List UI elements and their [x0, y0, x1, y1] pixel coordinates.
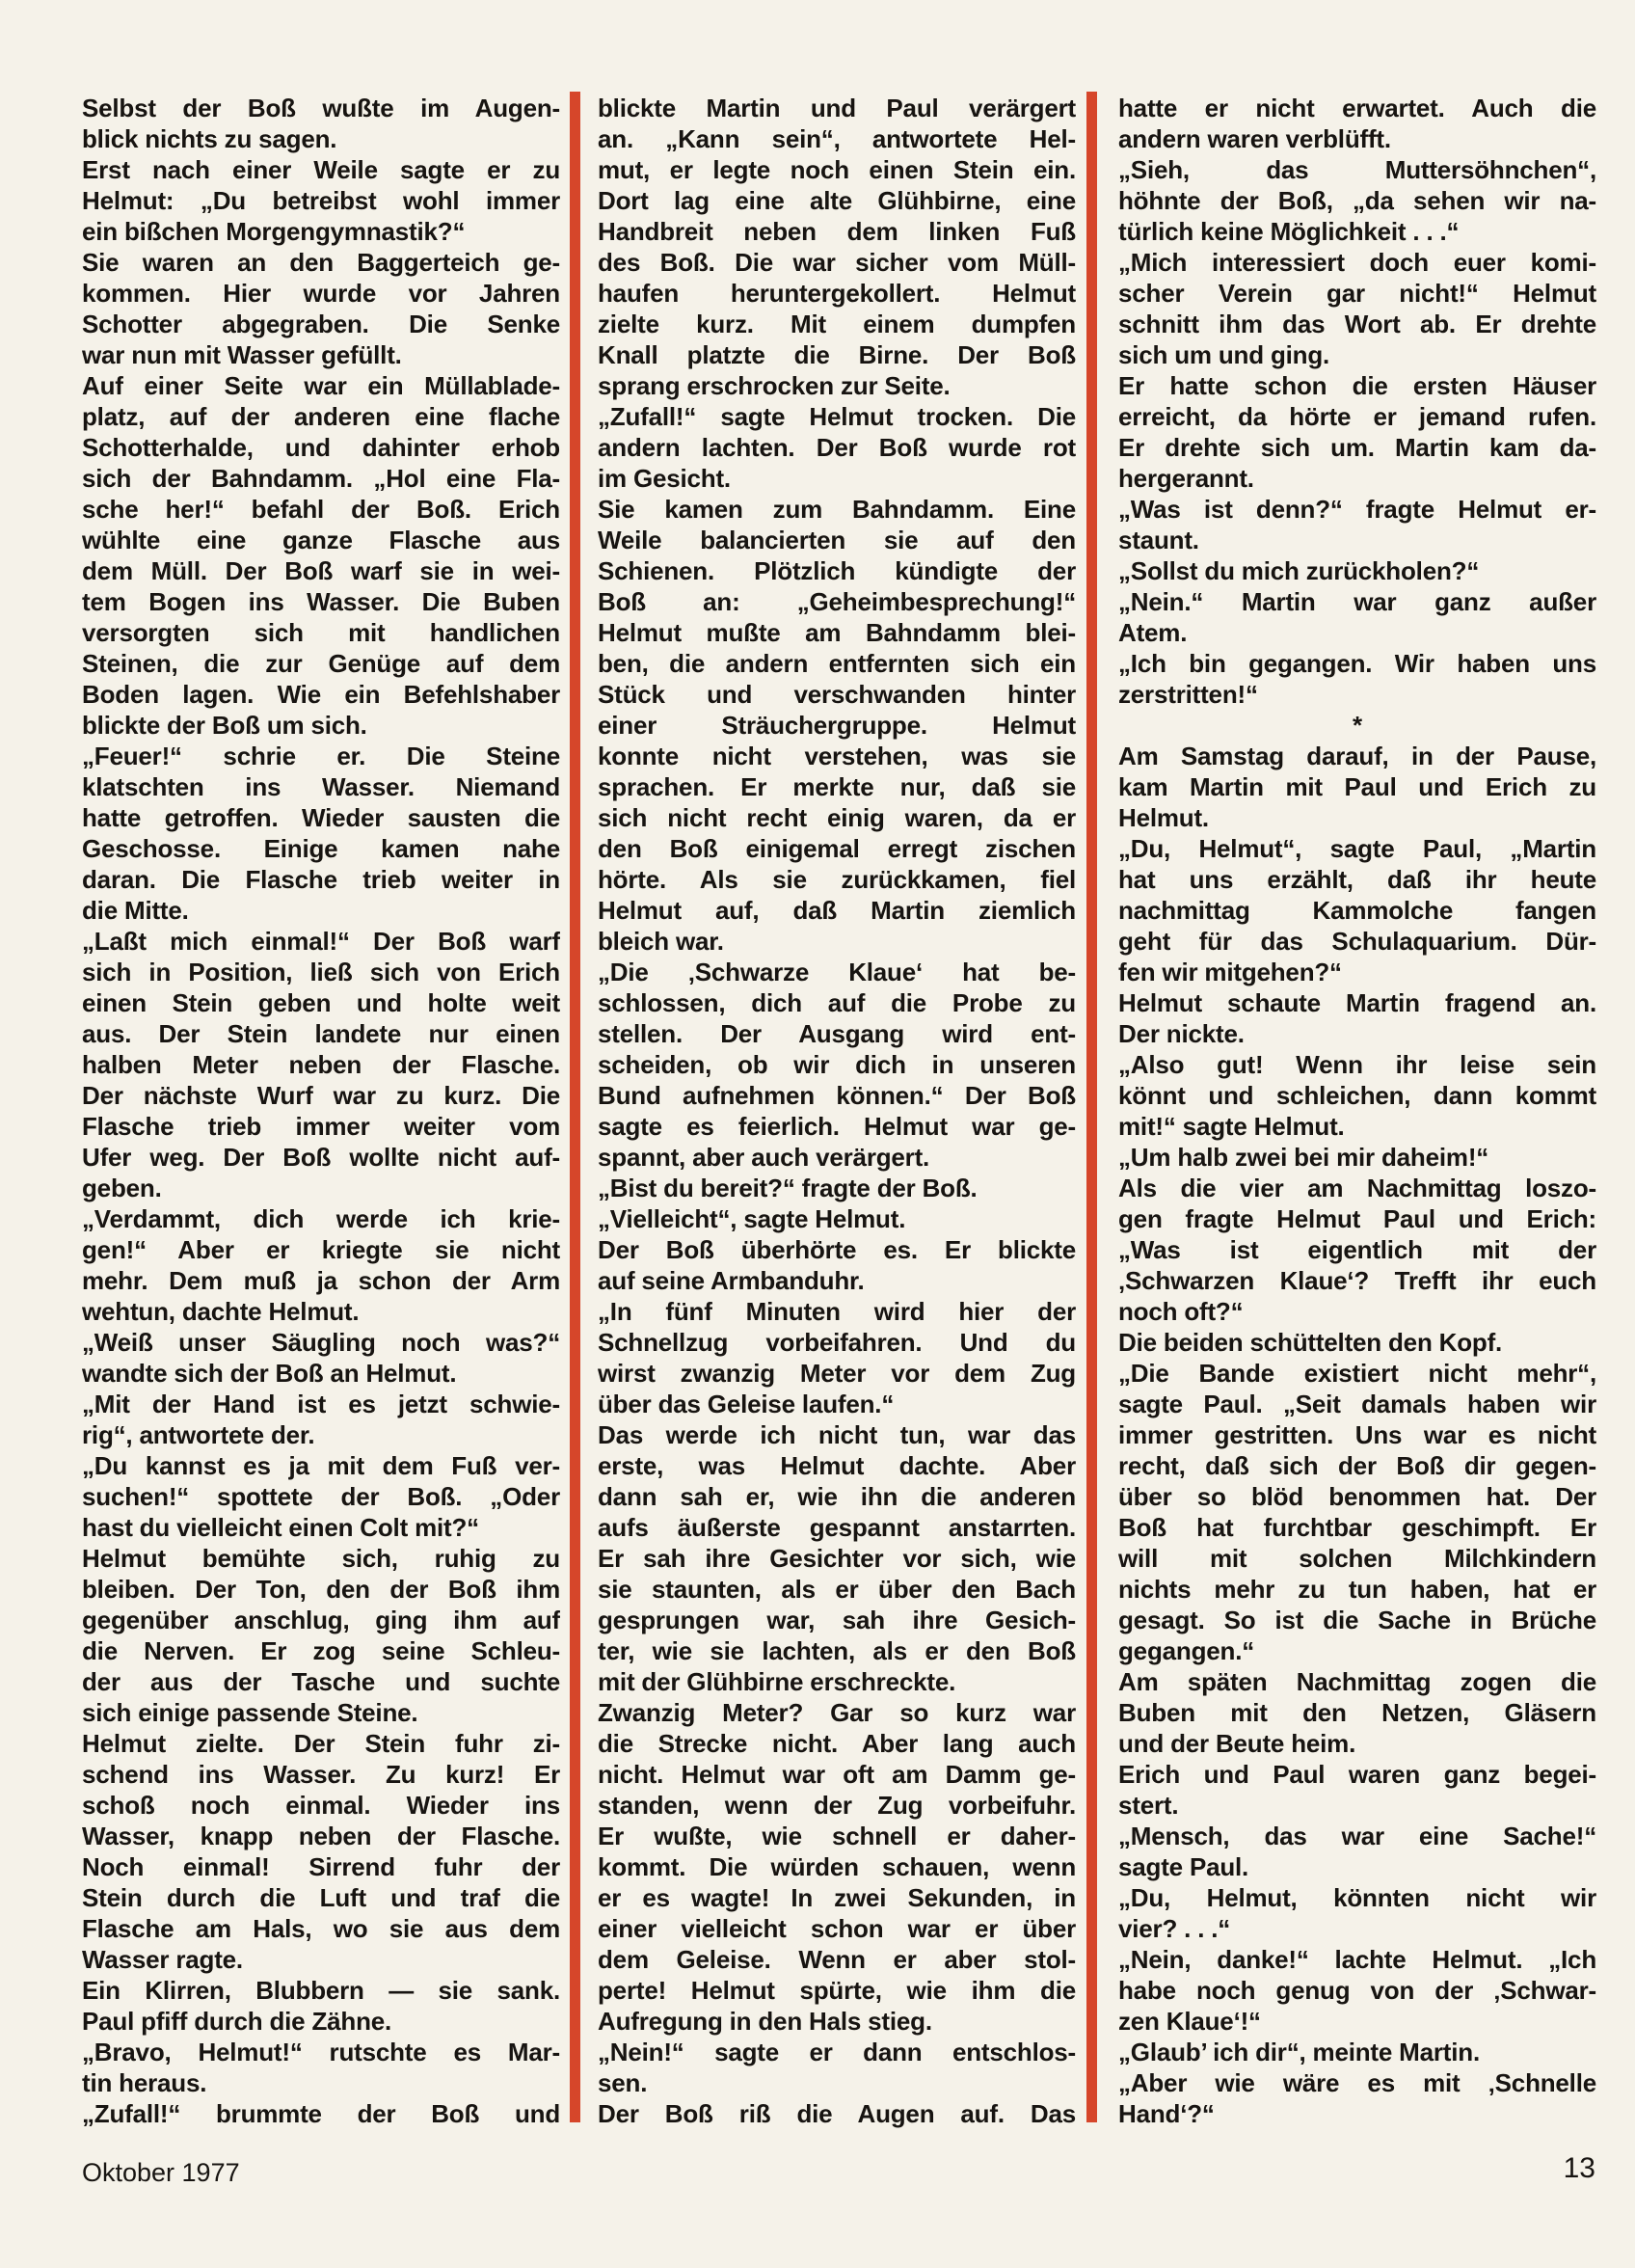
text-line: erreicht, da hörte er jemand rufen. — [1118, 402, 1596, 431]
text-line: sich um und ging. — [1118, 340, 1330, 369]
text-line: höhnte der Boß, „da sehen wir na- — [1118, 186, 1596, 215]
text-line: über so blöd benommen hat. Der — [1118, 1482, 1596, 1511]
text-line: will mit solchen Milchkindern — [1118, 1544, 1596, 1573]
text-line: „Die Bande existiert nicht mehr“, — [1118, 1359, 1596, 1388]
text-line: hergerannt. — [1118, 464, 1254, 493]
text-line: „Um halb zwei bei mir daheim!“ — [1118, 1143, 1489, 1172]
text-line: Der nächste Wurf war zu kurz. Die — [82, 1081, 560, 1110]
text-line: Boden lagen. Wie ein Befehlshaber — [82, 680, 560, 709]
text-line: sich nicht recht einig waren, da er — [598, 803, 1076, 832]
text-line: sie staunten, als er über den Bach — [598, 1575, 1076, 1604]
text-line: Schienen. Plötzlich kündigte der — [598, 556, 1076, 585]
text-line: Er wußte, wie schnell er daher- — [598, 1822, 1076, 1850]
text-line: Auf einer Seite war ein Müllablade- — [82, 371, 560, 400]
text-line: „Verdammt, dich werde ich krie- — [82, 1204, 560, 1233]
text-line: suchen!“ spottete der Boß. „Oder — [82, 1482, 560, 1511]
text-line: spannt, aber auch verärgert. — [598, 1143, 930, 1172]
text-line: könnt und schleichen, dann kommt — [1118, 1081, 1596, 1110]
text-line: stert. — [1118, 1791, 1179, 1820]
text-line: Stück und verschwanden hinter — [598, 680, 1076, 709]
text-line: türlich keine Möglichkeit . . .“ — [1118, 217, 1460, 246]
text-line: Schotter abgegraben. Die Senke — [82, 310, 560, 338]
text-line: Hand‘?“ — [1118, 2099, 1215, 2128]
text-line: „Also gut! Wenn ihr leise sein — [1118, 1050, 1596, 1079]
text-line: Erst nach einer Weile sagte er zu — [82, 155, 560, 184]
text-line: „Feuer!“ schrie er. Die Steine — [82, 742, 560, 770]
text-line: Selbst der Boß wußte im Augen- — [82, 94, 560, 122]
text-line: Helmut: „Du betreibst wohl immer — [82, 186, 560, 215]
text-line: scher Verein gar nicht!“ Helmut — [1118, 279, 1596, 308]
text-line: gesprungen war, sah ihre Gesich- — [598, 1606, 1076, 1634]
text-line: Bund aufnehmen können.“ Der Boß — [598, 1081, 1076, 1110]
text-line: Am Samstag darauf, in der Pause, — [1118, 742, 1596, 770]
text-line: „Vielleicht“, sagte Helmut. — [598, 1204, 906, 1233]
text-line: blickte Martin und Paul verärgert — [598, 94, 1076, 122]
text-line: Helmut mußte am Bahndamm blei- — [598, 618, 1076, 647]
text-line: „In fünf Minuten wird hier der — [598, 1297, 1076, 1326]
text-line: hörte. Als sie zurückkamen, fiel — [598, 865, 1076, 894]
section-break-asterisk: * — [1353, 711, 1362, 740]
text-line: der aus der Tasche und suchte — [82, 1667, 560, 1696]
text-line: Ein Klirren, Blubbern — sie sank. — [82, 1976, 560, 2005]
text-line: Die beiden schüttelten den Kopf. — [1118, 1328, 1503, 1357]
story-column-2 — [598, 93, 1076, 2129]
text-line: zielte kurz. Mit einem dumpfen — [598, 310, 1076, 338]
text-line: zen Klaue‘!“ — [1118, 2007, 1261, 2036]
text-line: „Zufall!“ brummte der Boß und — [82, 2099, 560, 2128]
text-line: „Aber wie wäre es mit ‚Schnelle — [1118, 2068, 1596, 2097]
text-line: die Strecke nicht. Aber lang auch — [598, 1729, 1076, 1758]
text-line: hatte er nicht erwartet. Auch die — [1118, 94, 1596, 122]
text-line: nachmittag Kammolche fangen — [1118, 896, 1596, 925]
text-line: tin heraus. — [82, 2068, 207, 2097]
text-line: Weile balancierten sie auf den — [598, 526, 1076, 554]
text-line: im Gesicht. — [598, 464, 731, 493]
text-line: Boß an: „Geheimbesprechung!“ — [598, 587, 1076, 616]
text-line: Steinen, die zur Genüge auf dem — [82, 649, 560, 678]
text-line: Helmut auf, daß Martin ziemlich — [598, 896, 1076, 925]
text-line: mehr. Dem muß ja schon der Arm — [82, 1266, 560, 1295]
text-line: ‚Schwarzen Klaue‘? Trefft ihr euch — [1118, 1266, 1596, 1295]
text-line: geben. — [82, 1174, 162, 1202]
text-line: Sie kamen zum Bahndamm. Eine — [598, 495, 1076, 524]
text-line: aufs äußerste gespannt anstarrten. — [598, 1513, 1076, 1542]
text-line: mit!“ sagte Helmut. — [1118, 1112, 1345, 1141]
text-line: standen, wenn der Zug vorbeifuhr. — [598, 1791, 1076, 1820]
text-line: Schotterhalde, und dahinter erhob — [82, 433, 560, 462]
text-line: ter, wie sie lachten, als er den Boß — [598, 1636, 1076, 1665]
column-divider-left — [570, 92, 580, 2122]
text-line: „Was ist eigentlich mit der — [1118, 1235, 1596, 1264]
text-line: „Du, Helmut, könnten nicht wir — [1118, 1883, 1596, 1912]
text-line: einer Sträuchergruppe. Helmut — [598, 711, 1076, 740]
text-line: Boß hat furchtbar geschimpft. Er — [1118, 1513, 1596, 1542]
text-line: Als die vier am Nachmittag loszo- — [1118, 1174, 1596, 1202]
story-column-1 — [82, 93, 560, 2129]
text-line: sich in Position, ließ sich von Erich — [82, 958, 560, 986]
text-line: schnitt ihm das Wort ab. Er drehte — [1118, 310, 1596, 338]
text-line: gesagt. So ist die Sache in Brüche — [1118, 1606, 1596, 1634]
text-line: den Boß einigemal erregt zischen — [598, 834, 1076, 863]
footer-page-number: 13 — [1563, 2152, 1595, 2184]
text-line: sprachen. Er merkte nur, daß sie — [598, 772, 1076, 801]
text-line: sen. — [598, 2068, 648, 2097]
text-line: „Weiß unser Säugling noch was?“ — [82, 1328, 560, 1357]
text-line: zerstritten!“ — [1118, 680, 1258, 709]
text-line: immer gestritten. Uns war es nicht — [1118, 1420, 1596, 1449]
text-line: „Bravo, Helmut!“ rutschte es Mar- — [82, 2038, 560, 2066]
text-line: kommt. Die würden schauen, wenn — [598, 1852, 1076, 1881]
text-line: geht für das Schulaquarium. Dür- — [1118, 927, 1596, 956]
text-line: war nun mit Wasser gefüllt. — [82, 340, 402, 369]
text-line: „Glaub’ ich dir“, meinte Martin. — [1118, 2038, 1480, 2066]
text-line: dann sah er, wie ihn die anderen — [598, 1482, 1076, 1511]
text-line: schend ins Wasser. Zu kurz! Er — [82, 1760, 560, 1789]
text-line: „Nein, danke!“ lachte Helmut. „Ich — [1118, 1945, 1596, 1974]
text-line: Aufregung in den Hals stieg. — [598, 2007, 932, 2036]
text-line: „Nein!“ sagte er dann entschlos- — [598, 2038, 1076, 2066]
text-line: mut, er legte noch einen Stein ein. — [598, 155, 1076, 184]
text-line: Buben mit den Netzen, Gläsern — [1118, 1698, 1596, 1727]
text-line: gegangen.“ — [1118, 1636, 1255, 1665]
text-line: mit der Glühbirne erschreckte. — [598, 1667, 956, 1696]
text-line: sagte Paul. — [1118, 1852, 1249, 1881]
text-line: hast du vielleicht einen Colt mit?“ — [82, 1513, 479, 1542]
text-line: kam Martin mit Paul und Erich zu — [1118, 772, 1596, 801]
text-line: „Sieh, das Muttersöhnchen“, — [1118, 155, 1596, 184]
text-line: daran. Die Flasche trieb weiter in — [82, 865, 560, 894]
text-line: Wasser, knapp neben der Flasche. — [82, 1822, 560, 1850]
text-line: wandte sich der Boß an Helmut. — [82, 1359, 457, 1388]
text-line: habe noch genug von der ‚Schwar- — [1118, 1976, 1596, 2005]
text-line: Stein durch die Luft und traf die — [82, 1883, 560, 1912]
text-line: wehtun, dachte Helmut. — [82, 1297, 360, 1326]
text-line: noch oft?“ — [1118, 1297, 1244, 1326]
text-line: platz, auf der anderen eine flache — [82, 402, 560, 431]
text-line: fen wir mitgehen?“ — [1118, 958, 1342, 986]
text-line: die Nerven. Er zog seine Schleu- — [82, 1636, 560, 1665]
text-line: Das werde ich nicht tun, war das — [598, 1420, 1076, 1449]
text-line: auf seine Armbanduhr. — [598, 1266, 865, 1295]
text-line: Knall platzte die Birne. Der Boß — [598, 340, 1076, 369]
text-line: „Du kannst es ja mit dem Fuß ver- — [82, 1451, 560, 1480]
text-line: „Ich bin gegangen. Wir haben uns — [1118, 649, 1596, 678]
text-line: Helmut. — [1118, 803, 1209, 832]
text-line: tem Bogen ins Wasser. Die Buben — [82, 587, 560, 616]
text-line: vier? . . .“ — [1118, 1914, 1231, 1943]
text-line: „Sollst du mich zurückholen?“ — [1118, 556, 1480, 585]
text-line: des Boß. Die war sicher vom Müll- — [598, 248, 1076, 277]
text-line: „Bist du bereit?“ fragte der Boß. — [598, 1174, 978, 1202]
text-line: Geschosse. Einige kamen nahe — [82, 834, 560, 863]
text-line: Flasche trieb immer weiter vom — [82, 1112, 560, 1141]
text-line: über das Geleise laufen.“ — [598, 1390, 895, 1418]
text-line: hatte getroffen. Wieder sausten die — [82, 803, 560, 832]
text-line: Am späten Nachmittag zogen die — [1118, 1667, 1596, 1696]
text-line: andern lachten. Der Boß wurde rot — [598, 433, 1076, 462]
text-line: hat uns erzählt, daß ihr heute — [1118, 865, 1596, 894]
text-line: Er hatte schon die ersten Häuser — [1118, 371, 1596, 400]
text-line: gegenüber anschlug, ging ihm auf — [82, 1606, 560, 1634]
text-line: aus. Der Stein landete nur einen — [82, 1019, 560, 1048]
text-line: wühlte eine ganze Flasche aus — [82, 526, 560, 554]
text-line: klatschten ins Wasser. Niemand — [82, 772, 560, 801]
text-line: versorgten sich mit handlichen — [82, 618, 560, 647]
text-line: sich der Bahndamm. „Hol eine Fla- — [82, 464, 560, 493]
text-line: Ufer weg. Der Boß wollte nicht auf- — [82, 1143, 560, 1172]
text-line: Atem. — [1118, 618, 1188, 647]
text-line: scheiden, ob wir dich in unseren — [598, 1050, 1076, 1079]
text-line: „Nein.“ Martin war ganz außer — [1118, 587, 1596, 616]
text-line: Dort lag eine alte Glühbirne, eine — [598, 186, 1076, 215]
text-line: er es wagte! In zwei Sekunden, in — [598, 1883, 1076, 1912]
text-line: konnte nicht verstehen, was sie — [598, 742, 1076, 770]
text-line: einer vielleicht schon war er über — [598, 1914, 1076, 1943]
text-line: „Die ‚Schwarze Klaue‘ hat be- — [598, 958, 1076, 986]
text-line: Schnellzug vorbeifahren. Und du — [598, 1328, 1076, 1357]
text-line: Handbreit neben dem linken Fuß — [598, 217, 1076, 246]
text-line: sche her!“ befahl der Boß. Erich — [82, 495, 560, 524]
text-line: Der nickte. — [1118, 1019, 1245, 1048]
text-line: an. „Kann sein“, antwortete Hel- — [598, 124, 1076, 153]
text-line: ein bißchen Morgengymnastik?“ — [82, 217, 466, 246]
text-line: „Was ist denn?“ fragte Helmut er- — [1118, 495, 1596, 524]
column-divider-right — [1086, 92, 1097, 2122]
text-line: blickte der Boß um sich. — [82, 711, 367, 740]
text-line: erste, was Helmut dachte. Aber — [598, 1451, 1076, 1480]
text-line: blick nichts zu sagen. — [82, 124, 337, 153]
text-line: gen!“ Aber er kriegte sie nicht — [82, 1235, 560, 1264]
text-line: Paul pfiff durch die Zähne. — [82, 2007, 392, 2036]
footer-issue-date: Oktober 1977 — [82, 2158, 240, 2187]
text-line: Wasser ragte. — [82, 1945, 243, 1974]
text-line: Erich und Paul waren ganz begei- — [1118, 1760, 1596, 1789]
text-line: haufen heruntergekollert. Helmut — [598, 279, 1076, 308]
text-line: einen Stein geben und holte weit — [82, 988, 560, 1017]
text-line: „Laßt mich einmal!“ Der Boß warf — [82, 927, 560, 956]
text-line: Noch einmal! Sirrend fuhr der — [82, 1852, 560, 1881]
text-line: „Mensch, das war eine Sache!“ — [1118, 1822, 1596, 1850]
text-line: kommen. Hier wurde vor Jahren — [82, 279, 560, 308]
text-line: dem Müll. Der Boß warf sie in wei- — [82, 556, 560, 585]
text-line: perte! Helmut spürte, wie ihm die — [598, 1976, 1076, 2005]
text-line: sagte Paul. „Seit damals haben wir — [1118, 1390, 1596, 1418]
text-line: „Zufall!“ sagte Helmut trocken. Die — [598, 402, 1076, 431]
text-line: nichts mehr zu tun haben, hat er — [1118, 1575, 1596, 1604]
text-line: Der Boß riß die Augen auf. Das — [598, 2099, 1076, 2128]
text-line: Flasche am Hals, wo sie aus dem — [82, 1914, 560, 1943]
text-line: Zwanzig Meter? Gar so kurz war — [598, 1698, 1076, 1727]
text-line: Helmut bemühte sich, ruhig zu — [82, 1544, 560, 1573]
text-line: schlossen, dich auf die Probe zu — [598, 988, 1076, 1017]
text-line: „Mich interessiert doch euer komi- — [1118, 248, 1596, 277]
text-line: sprang erschrocken zur Seite. — [598, 371, 951, 400]
text-line: stellen. Der Ausgang wird ent- — [598, 1019, 1076, 1048]
story-column-3 — [1118, 93, 1596, 2129]
text-line: dem Geleise. Wenn er aber stol- — [598, 1945, 1076, 1974]
text-line: gen fragte Helmut Paul und Erich: — [1118, 1204, 1596, 1233]
text-line: staunt. — [1118, 526, 1199, 554]
text-line: schoß noch einmal. Wieder ins — [82, 1791, 560, 1820]
text-line: Der Boß überhörte es. Er blickte — [598, 1235, 1076, 1264]
text-line: wirst zwanzig Meter vor dem Zug — [598, 1359, 1076, 1388]
text-line: rig“, antwortete der. — [82, 1420, 315, 1449]
text-line: „Mit der Hand ist es jetzt schwie- — [82, 1390, 560, 1418]
text-line: ben, die andern entfernten sich ein — [598, 649, 1076, 678]
text-line: andern waren verblüfft. — [1118, 124, 1391, 153]
text-line: und der Beute heim. — [1118, 1729, 1356, 1758]
text-line: die Mitte. — [82, 896, 189, 925]
text-line: sagte es feierlich. Helmut war ge- — [598, 1112, 1076, 1141]
text-line: Sie waren an den Baggerteich ge- — [82, 248, 560, 277]
text-line: bleich war. — [598, 927, 724, 956]
text-line: Helmut schaute Martin fragend an. — [1118, 988, 1596, 1017]
text-line: nicht. Helmut war oft am Damm ge- — [598, 1760, 1076, 1789]
text-line: Er drehte sich um. Martin kam da- — [1118, 433, 1596, 462]
text-line: Er sah ihre Gesichter vor sich, wie — [598, 1544, 1076, 1573]
text-line: bleiben. Der Ton, den der Boß ihm — [82, 1575, 560, 1604]
text-line: recht, daß sich der Boß dir gegen- — [1118, 1451, 1596, 1480]
text-line: sich einige passende Steine. — [82, 1698, 418, 1727]
text-line: „Du, Helmut“, sagte Paul, „Martin — [1118, 834, 1596, 863]
text-line: Helmut zielte. Der Stein fuhr zi- — [82, 1729, 560, 1758]
text-line: halben Meter neben der Flasche. — [82, 1050, 560, 1079]
